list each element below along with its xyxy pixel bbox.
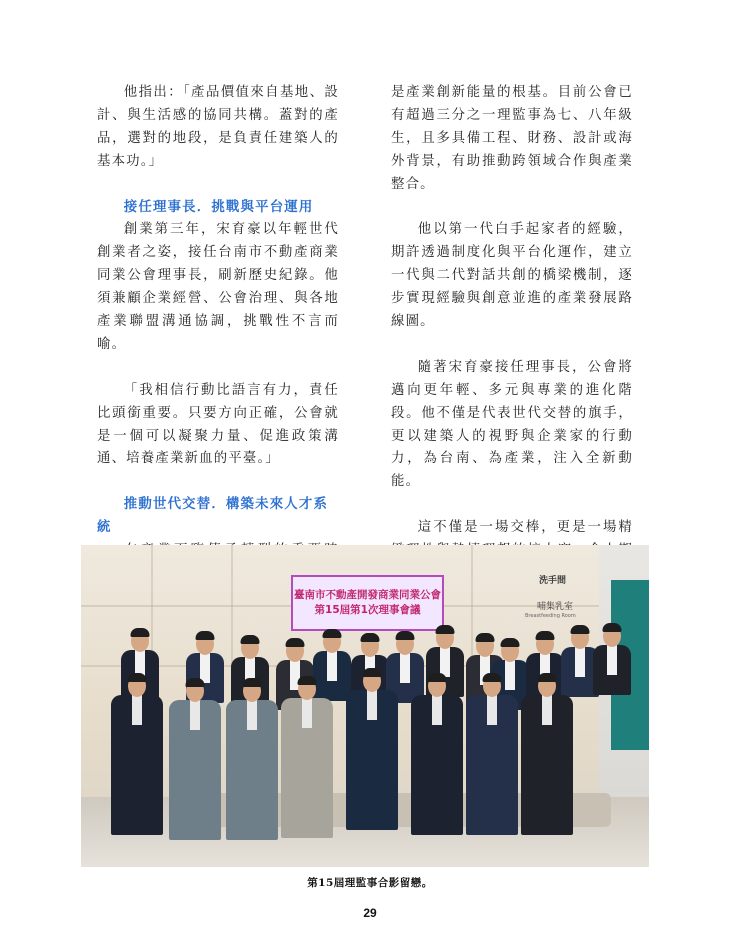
person-figure bbox=[593, 625, 631, 695]
group-photo bbox=[81, 545, 649, 867]
person-figure bbox=[466, 675, 518, 835]
paragraph: 隨著宋育豪接任理事長，公會將邁向更年輕、多元與專業的進化階段。他不僅是代表世代交替的旗手，更以建築人的視野與企業家的行動力，為台南、為產業，注入全新動能。 bbox=[391, 359, 633, 490]
paragraph: 他指出：「產品價值來自基地、設計、與生活感的協同共構。蓋對的產品，選對的地段，是負責任建築人的基本功。」 bbox=[97, 85, 339, 169]
nursing-room-sign-en: Breastfeeding Room bbox=[525, 613, 576, 619]
left-text-column bbox=[97, 82, 339, 609]
quote-paragraph: 「我相信行動比語言有力，責任比頭銜重要。只要方向正確，公會就是一個可以凝聚力量、促進政策溝通、培養產業新血的平臺。」 bbox=[97, 382, 339, 467]
person-figure bbox=[111, 675, 163, 835]
paragraph-continued: 是產業創新能量的根基。目前公會已有超過三分之一理監事為七、八年級生，且多具備工程、財務、設計或海外背景，有助推動跨領域合作與產業整合。 bbox=[391, 85, 633, 192]
page-number: 29 bbox=[363, 906, 377, 920]
person-figure bbox=[521, 675, 573, 835]
right-text-column bbox=[391, 82, 633, 586]
photo-caption: 第15屆理監事合影留戀。 bbox=[307, 877, 433, 889]
restroom-sign: 洗手間 bbox=[539, 576, 567, 586]
banner-title: 臺南市不動產開發商業同業公會 bbox=[294, 589, 441, 601]
section-heading: 推動世代交替．構築未來人才系統 bbox=[97, 497, 329, 536]
paragraph: 他以第一代白手起家者的經驗，期許透過制度化與平台化運作，建立一代與二代對話共創的橋梁機制，逐步實現經驗與創意並進的產業發展路線圖。 bbox=[391, 222, 633, 330]
person-figure bbox=[226, 680, 278, 840]
section-heading: 接任理事長．挑戰與平台運用 bbox=[123, 199, 314, 215]
person-figure bbox=[346, 670, 398, 830]
nursing-room-sign: 哺集乳室 bbox=[537, 602, 574, 612]
paragraph: 這不僅是一場交棒，更是一場精 bbox=[417, 520, 633, 536]
paragraph: 創業第三年，宋育豪以年輕世代創業者之姿，接任台南市不動產商業同業公會理事長，刷新歷史紀錄。他須兼顧企業經營、公會治理、與各地產業聯盟溝通協調，挑戰性不言而喻。 bbox=[97, 222, 339, 352]
person-figure bbox=[169, 680, 221, 840]
person-figure bbox=[281, 678, 333, 838]
banner-subtitle: 第15屆第1次理事會議 bbox=[314, 604, 421, 616]
meeting-banner bbox=[291, 575, 444, 631]
person-figure bbox=[411, 675, 463, 835]
